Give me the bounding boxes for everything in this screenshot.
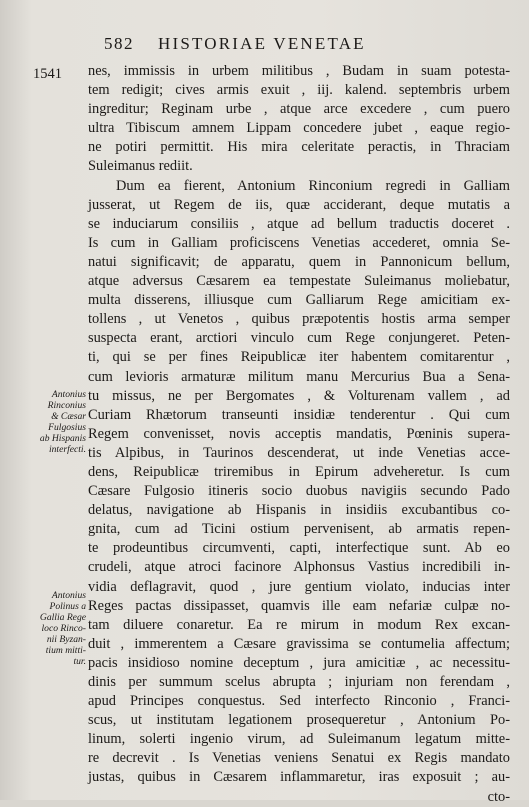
margin-note-line: Rinconius [47,400,86,411]
text-line: Suleimanus rediit. [88,158,193,175]
margin-note-line: interfecti. [48,444,86,455]
margin-year: 1541 [33,66,62,82]
margin-note-rinconius [20,389,86,455]
text-line: ne potiri permittit. His mira celeritate peractis, in Thraciam [88,139,510,156]
text-line: scus, ut institutam legationem prosequeretur , Antonium Po- [88,712,510,729]
text-line: tollens , ut Venetos , quibus præpotentis hostis arma semper [88,311,510,328]
text-line: se induciarum consiliis , atque ad bellum traductis doceret . [88,215,510,232]
text-line: apud Principes conquestus. Sed interfecto Rinconio , Franci- [88,693,510,710]
running-title: HISTORIAE VENETAE [158,34,366,53]
text-line: tu missus, ne per Bergomates , & Volturenam vallem , ad [88,387,510,404]
text-line: natui significavit; de apparatu, quem in Pannonicum bellum, [88,253,510,270]
text-line: delatus, navigatione ab Hispanis in insidiis excubantibus co- [88,502,510,519]
text-line: vidia deflagravit, quod , jure gentium violato, inducias inter [88,578,510,595]
text-line: dens, Reipublicæ triremibus in Epirum adveheretur. Is cum [88,463,510,480]
margin-note-line: loco Rinco- [41,623,86,634]
text-line: Curiam Rhætorum transeunti insidiæ tenderentur . Qui cum [88,406,510,423]
text-line: ingreditur; Reginam urbe , atque arce excedere , cum puero [88,101,510,118]
text-line: pacis insidioso nomine deceptum , jura amicitiæ , ac necessitu- [88,654,510,671]
text-line: cum levioris armaturæ militum manu Mercurius Bua a Sena- [88,368,510,385]
running-header [104,34,504,58]
catchword: cto- [487,788,510,805]
text-line: Dum ea fierent, Antonium Rinconium regredi in Galliam [116,177,510,194]
text-line: ultra Tibiscum amnem Lippam concedere jubet , eaque regio- [88,120,510,137]
text-line: Regem convenisset, novis acceptis mandatis, Pœninis supera- [88,425,510,442]
text-line: te prodeuntibus circumventi, capti, interfectique sunt. Ab eo [88,540,510,557]
margin-note-line: Gallia Rege [39,612,86,623]
text-line: Is cum in Galliam proficiscens Venetias accederet, omnia Se- [88,234,510,251]
margin-note-polinus [20,590,86,667]
page-number: 582 [104,34,134,53]
text-line: tis Alpibus, in Taurinos descenderat, ut inde Venetias acce- [88,444,510,461]
text-line: Reges pactas dissipasset, quamvis ille eam nefariæ culpæ no- [88,597,510,614]
margin-note-line: Antonius [51,590,86,601]
margin-note-line: Fulgosius [48,422,86,433]
text-line: linum, solerti ingenio virum, ad Suleimanum legatum mitte- [88,731,510,748]
text-line: re decrevit . Is Venetias veniens Senatui ex Regis mandato [88,750,510,767]
text-line: ti, qui se per fines Reipublicæ iter habentem comitarentur , [88,349,510,366]
text-line: jusserat, ut Regem de iis, quæ acciderant, deque mutatis a [88,196,510,213]
text-line: justas, quibus in Cæsarem inflammaretur, iras exposuit ; au- [88,769,510,786]
text-line: duit , immerentem a Cæsare gravissima se contumelia affectum; [88,635,510,652]
text-line: atque adversus Cæsarem ea tempestate Suleimanus moliebatur, [88,273,510,290]
text-line: tam diluere conaretur. Ea re mirum in modum Rex excan- [88,616,510,633]
text-line: gnita, cum ad Ticini ostium pervenisent, ab armatis repen- [88,521,510,538]
text-line: tem redigit; cives armis exuit , iij. kalend. septembris urbem [88,82,510,99]
margin-note-line: ab Hispanis [39,433,86,444]
margin-note-line: Polinus a [49,601,86,612]
text-line: crudeli, atque atroci facinore Alphonsus Vastius incredibili in- [88,559,510,576]
margin-note-line: & Cæsar [51,411,86,422]
text-line: suspecta erant, arctiori vinculo cum Rege conjungeret. Peten- [88,330,510,347]
margin-note-line: tium mitti- [45,645,86,656]
margin-note-line: tur. [73,656,86,667]
text-line: Cæsare Fulgosio itineris socio duobus navigiis secundo Pado [88,483,510,500]
margin-note-line: nii Byzan- [46,634,86,645]
text-line: dinis per summum scelus abrupta ; injuriam non ferendam , [88,674,510,690]
text-line: nes, immissis in urbem militibus , Budam in suam potesta- [88,63,510,79]
margin-note-line: Antonius [51,389,86,400]
body-text [88,62,510,807]
text-line: multa disserens, illiusque cum Galliarum Rege amicitiam ex- [88,292,510,309]
